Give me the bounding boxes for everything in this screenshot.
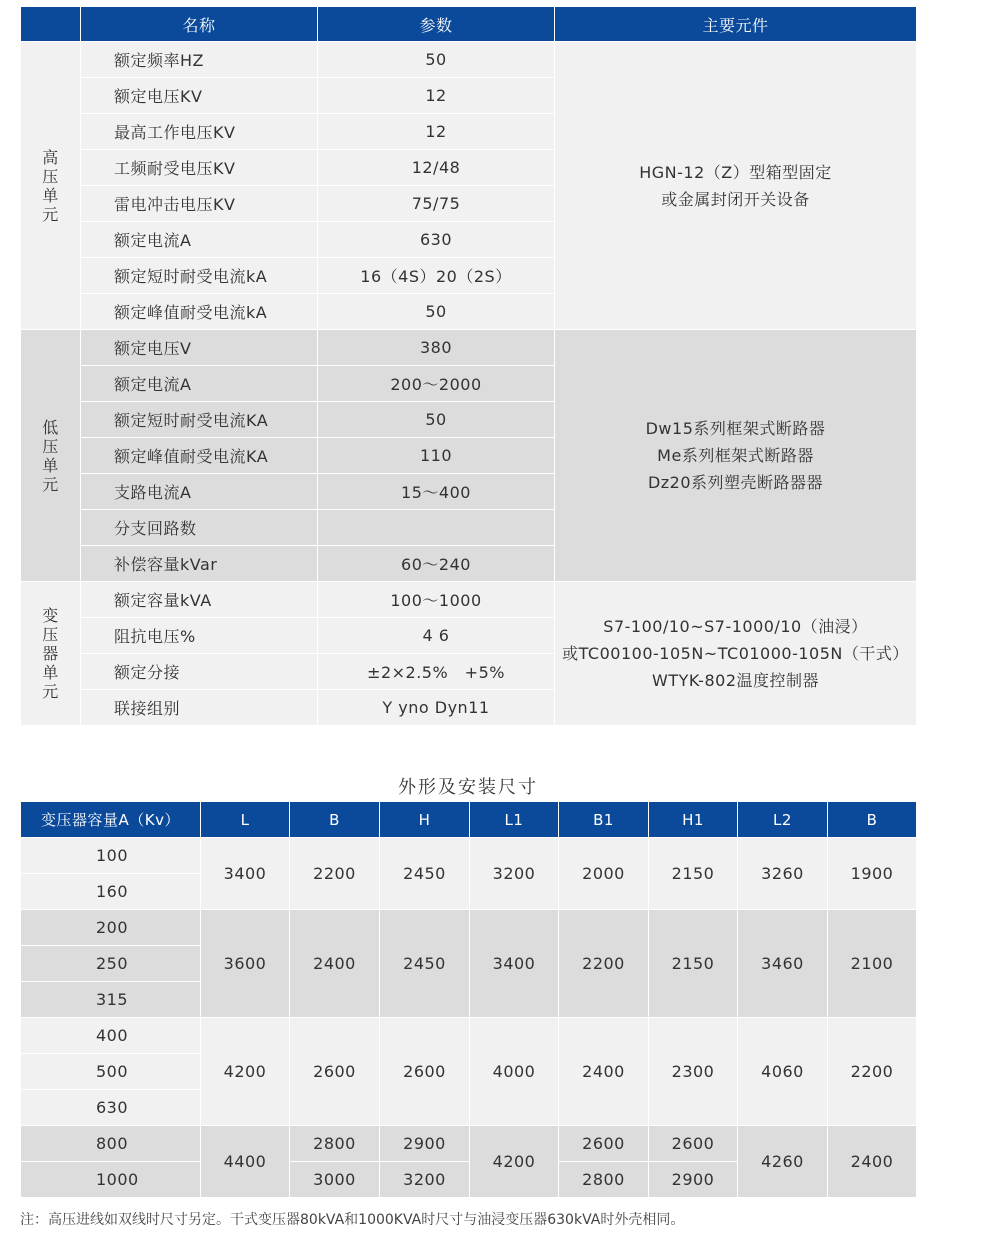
dim-cell: 3260 [738, 838, 828, 910]
dim-cell: 3460 [738, 910, 828, 1018]
param-name: 额定分接 [81, 654, 318, 690]
dim-cell: 2600 [380, 1018, 470, 1126]
dim-cell: 2400 [559, 1018, 649, 1126]
param-name: 额定频率HZ [81, 42, 318, 78]
dim-cell: 2150 [649, 838, 738, 910]
table-row [21, 1018, 917, 1054]
param-value: 630 [318, 222, 555, 258]
table-row [21, 582, 917, 618]
param-value: 60～240 [318, 546, 555, 582]
dimensions-title: 外形及安装尺寸 [398, 777, 538, 798]
dim-cell: 3200 [380, 1162, 470, 1198]
dim-cell: 2200 [828, 1018, 917, 1126]
dim-cell: 4260 [738, 1126, 828, 1198]
footnote: 注：高压进线如双线时尺寸另定。干式变压器80kVA和1000KVA时尺寸与油浸变压器630kVA时外壳相同。 [20, 1212, 685, 1228]
dim-cell: 3400 [201, 838, 290, 910]
dim-cell: 2600 [649, 1126, 738, 1162]
param-name: 额定短时耐受电流kA [81, 258, 318, 294]
param-value: 50 [318, 294, 555, 330]
param-name: 工频耐受电压KV [81, 150, 318, 186]
param-value: 50 [318, 402, 555, 438]
dims-header-l1: L1 [470, 802, 559, 838]
param-name: 雷电冲击电压KV [81, 186, 318, 222]
dim-cell: 2800 [290, 1126, 380, 1162]
unit-label-high-voltage: 高 压 单 元 [21, 42, 81, 330]
spec-header-blank [21, 7, 81, 42]
param-name: 额定电流A [81, 222, 318, 258]
table-row [21, 42, 917, 78]
dims-header-l: L [201, 802, 290, 838]
dim-cell: 4200 [201, 1018, 290, 1126]
param-name: 额定短时耐受电流KA [81, 402, 318, 438]
dim-cell: 2300 [649, 1018, 738, 1126]
param-value: 4 6 [318, 618, 555, 654]
dim-cell: 3400 [470, 910, 559, 1018]
spec-header-value: 参数 [318, 7, 555, 42]
dim-cell: 2150 [649, 910, 738, 1018]
capacity-cell: 1000 [21, 1162, 201, 1198]
param-name: 额定峰值耐受电流KA [81, 438, 318, 474]
param-name: 额定峰值耐受电流kA [81, 294, 318, 330]
param-value [318, 510, 555, 546]
param-name: 补偿容量kVar [81, 546, 318, 582]
param-value: 12 [318, 114, 555, 150]
table-row [21, 1126, 917, 1162]
dim-cell: 2400 [828, 1126, 917, 1198]
dim-cell: 2400 [290, 910, 380, 1018]
dim-cell: 4060 [738, 1018, 828, 1126]
dim-cell: 2200 [290, 838, 380, 910]
dimensions-table [20, 801, 917, 1198]
dims-header-l2: L2 [738, 802, 828, 838]
dims-header-b2: B [828, 802, 917, 838]
spec-header-row [21, 7, 917, 42]
dims-header-h1: H1 [649, 802, 738, 838]
param-value: 380 [318, 330, 555, 366]
dims-header-b: B [290, 802, 380, 838]
dim-cell: 2100 [828, 910, 917, 1018]
param-value: 12/48 [318, 150, 555, 186]
param-name: 分支回路数 [81, 510, 318, 546]
param-value: 100～1000 [318, 582, 555, 618]
dims-header-b1: B1 [559, 802, 649, 838]
param-value: 15～400 [318, 474, 555, 510]
table-row [21, 838, 917, 874]
capacity-cell: 800 [21, 1126, 201, 1162]
param-name: 额定电压KV [81, 78, 318, 114]
dim-cell: 2900 [649, 1162, 738, 1198]
capacity-cell: 200 [21, 910, 201, 946]
dims-header-h: H [380, 802, 470, 838]
dim-cell: 4200 [470, 1126, 559, 1198]
dim-cell: 2600 [290, 1018, 380, 1126]
capacity-cell: 100 [21, 838, 201, 874]
param-value: 50 [318, 42, 555, 78]
param-name: 额定容量kVA [81, 582, 318, 618]
table-row [21, 330, 917, 366]
dim-cell: 2600 [559, 1126, 649, 1162]
dim-cell: 2900 [380, 1126, 470, 1162]
dim-cell: 2450 [380, 910, 470, 1018]
capacity-cell: 500 [21, 1054, 201, 1090]
capacity-cell: 630 [21, 1090, 201, 1126]
table-row [21, 910, 917, 946]
capacity-cell: 400 [21, 1018, 201, 1054]
param-name: 最高工作电压KV [81, 114, 318, 150]
dim-cell: 2450 [380, 838, 470, 910]
spec-header-components: 主要元件 [555, 7, 917, 42]
dim-cell: 2800 [559, 1162, 649, 1198]
param-name: 联接组别 [81, 690, 318, 726]
unit-label-transformer: 变 压 器 单 元 [21, 582, 81, 726]
param-value: ±2×2.5% +5% [318, 654, 555, 690]
capacity-cell: 315 [21, 982, 201, 1018]
param-name: 支路电流A [81, 474, 318, 510]
dims-header-capacity: 变压器容量A（Kv） [21, 802, 201, 838]
dim-cell: 3600 [201, 910, 290, 1018]
dims-header-row [21, 802, 917, 838]
dim-cell: 3200 [470, 838, 559, 910]
dim-cell: 4400 [201, 1126, 290, 1198]
dim-cell: 2200 [559, 910, 649, 1018]
dim-cell: 1900 [828, 838, 917, 910]
components-transformer: S7-100/10~S7-1000/10（油浸） 或TC00100-105N~TC01000-105N（干式） WTYK-802温度控制器 [555, 582, 917, 726]
components-high-voltage: HGN-12（Z）型箱型固定 或金属封闭开关设备 [555, 42, 917, 330]
param-name: 额定电压V [81, 330, 318, 366]
param-value: 110 [318, 438, 555, 474]
capacity-cell: 250 [21, 946, 201, 982]
spec-header-name: 名称 [81, 7, 318, 42]
spec-table [20, 6, 917, 726]
dim-cell: 2000 [559, 838, 649, 910]
param-value: 75/75 [318, 186, 555, 222]
param-value: 12 [318, 78, 555, 114]
param-name: 额定电流A [81, 366, 318, 402]
unit-label-low-voltage: 低 压 单 元 [21, 330, 81, 582]
dim-cell: 4000 [470, 1018, 559, 1126]
param-value: 200～2000 [318, 366, 555, 402]
param-value: Y yno Dyn11 [318, 690, 555, 726]
dim-cell: 3000 [290, 1162, 380, 1198]
param-value: 16（4S）20（2S） [318, 258, 555, 294]
capacity-cell: 160 [21, 874, 201, 910]
param-name: 阻抗电压% [81, 618, 318, 654]
components-low-voltage: Dw15系列框架式断路器 Me系列框架式断路器 Dz20系列塑壳断路器器 [555, 330, 917, 582]
